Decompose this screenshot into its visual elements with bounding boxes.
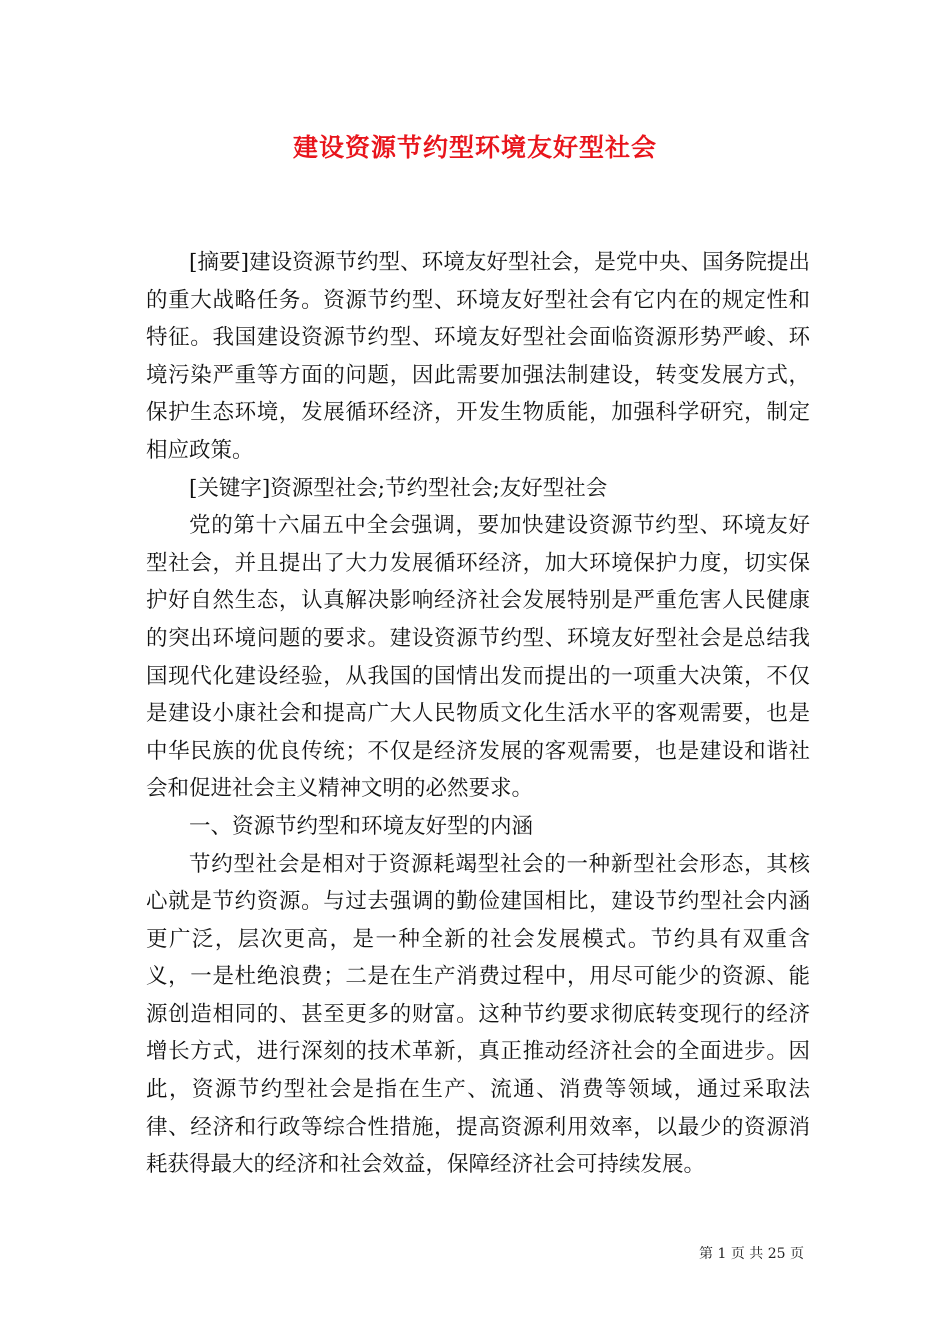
page-number: 第 1 页 共 25 页	[699, 1246, 804, 1262]
intro-paragraph: 党的第十六届五中全会强调，要加快建设资源节约型、环境友好型社会，并且提出了大力发展循环经济，加大环境保护力度，切实保护好自然生态，认真解决影响经济社会发展特别是严重危害人民健康的突出环境问题的要求。建设资源节约型、环境友好型社会是总结我国现代化建设经验，从我国的国情出发而提出的一项重大决策，不仅是建设小康社会和提高广大人民物质文化生活水平的客观需要，也是中华民族的优良传统；不仅是经济发展的客观需要，也是建设和谐社会和促进社会主义精神文明的必然要求。	[146, 513, 810, 802]
abstract-paragraph: [摘要]建设资源节约型、环境友好型社会，是党中央、国务院提出的重大战略任务。资源节约型、环境友好型社会有它内在的规定性和特征。我国建设资源节约型、环境友好型社会面临资源形势严峻、环境污染严重等方面的问题，因此需要加强法制建设，转变发展方式，保护生态环境，发展循环经济，开发生物质能，加强科学研究，制定相应政策。	[146, 250, 810, 463]
document-body	[146, 244, 810, 1184]
section-paragraph: 节约型社会是相对于资源耗竭型社会的一种新型社会形态，其核心就是节约资源。与过去强调的勤俭建国相比，建设节约型社会内涵更广泛，层次更高，是一种全新的社会发展模式。节约具有双重含义，一是杜绝浪费；二是在生产消费过程中，用尽可能少的资源、能源创造相同的、甚至更多的财富。这种节约要求彻底转变现行的经济增长方式，进行深刻的技术革新，真正推动经济社会的全面进步。因此，资源节约型社会是指在生产、流通、消费等领域，通过采取法律、经济和行政等综合性措施，提高资源利用效率，以最少的资源消耗获得最大的经济和社会效益，保障经济社会可持续发展。	[146, 851, 810, 1178]
document-title: 建设资源节约型环境友好型社会	[292, 133, 657, 162]
keywords-paragraph: [关键字]资源型社会;节约型社会;友好型社会	[189, 475, 608, 501]
section-heading: 一、资源节约型和环境友好型的内涵	[189, 813, 534, 839]
